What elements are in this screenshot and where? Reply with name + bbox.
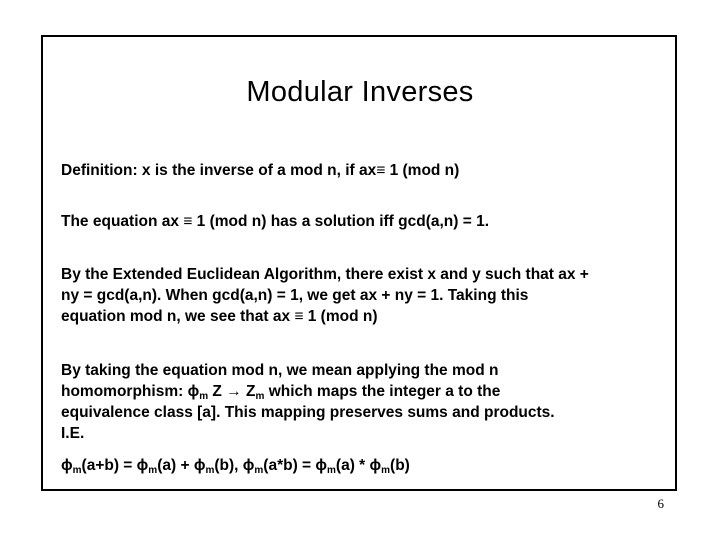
slide-title: Modular Inverses [246, 76, 474, 108]
definition-line: Definition: x is the inverse of a mod n, if ax≡ 1 (mod n) [61, 162, 460, 179]
euclid-line-1: By the Extended Euclidean Algorithm, there exist x and y such that ax + [61, 266, 589, 283]
euclid-line-2: ny = gcd(a,n). When gcd(a,n) = 1, we get ax + ny = 1. Taking this [61, 287, 529, 304]
homomorphism-line-4: I.E. [61, 425, 85, 442]
formula-part: (b), [214, 457, 243, 474]
euclid-line-3: equation mod n, we see that ax ≡ 1 (mod n) [61, 308, 378, 325]
phi-subscript: m [148, 465, 158, 476]
equation-statement-line: The equation ax ≡ 1 (mod n) has a solution iff gcd(a,n) = 1. [61, 213, 490, 230]
homomorphism-formula [61, 455, 681, 476]
phi-subscript: m [381, 465, 391, 476]
page-number: 6 [657, 496, 664, 511]
phi-symbol: ϕ [193, 457, 206, 474]
mapping-description: which maps the integer a to the [264, 383, 501, 400]
formula-part: (a) * [335, 457, 370, 474]
phi-subscript: m [327, 465, 336, 476]
phi-symbol: ϕ [369, 457, 382, 474]
homomorphism-line-1: By taking the equation mod n, we mean applying the mod n [61, 362, 499, 379]
homomorphism-line-2 [61, 381, 681, 402]
phi-symbol: ϕ [242, 457, 255, 474]
formula-line [61, 455, 681, 476]
phi-symbol: ϕ [187, 383, 200, 400]
euclid-paragraph [61, 264, 681, 327]
definition-text [61, 160, 681, 181]
mapping-domain: Z → Z [208, 383, 256, 400]
phi-symbol: ϕ [315, 457, 328, 474]
homomorphism-line-3: equivalence class [a]. This mapping preserves sums and products. [61, 404, 555, 421]
formula-part: (b) [390, 457, 410, 474]
formula-part: (a+b) = [81, 457, 137, 474]
homomorphism-paragraph [61, 360, 681, 444]
phi-subscript: m [254, 465, 264, 476]
zm-subscript: m [255, 391, 265, 402]
phi-symbol: ϕ [61, 457, 73, 474]
formula-part: (a) + [157, 457, 194, 474]
homomorphism-label: homomorphism: [61, 383, 188, 400]
formula-part: (a*b) = [263, 457, 316, 474]
phi-subscript: m [205, 465, 215, 476]
phi-subscript: m [72, 465, 82, 476]
phi-subscript: m [199, 391, 209, 402]
phi-symbol: ϕ [136, 457, 149, 474]
equation-statement [61, 211, 681, 232]
